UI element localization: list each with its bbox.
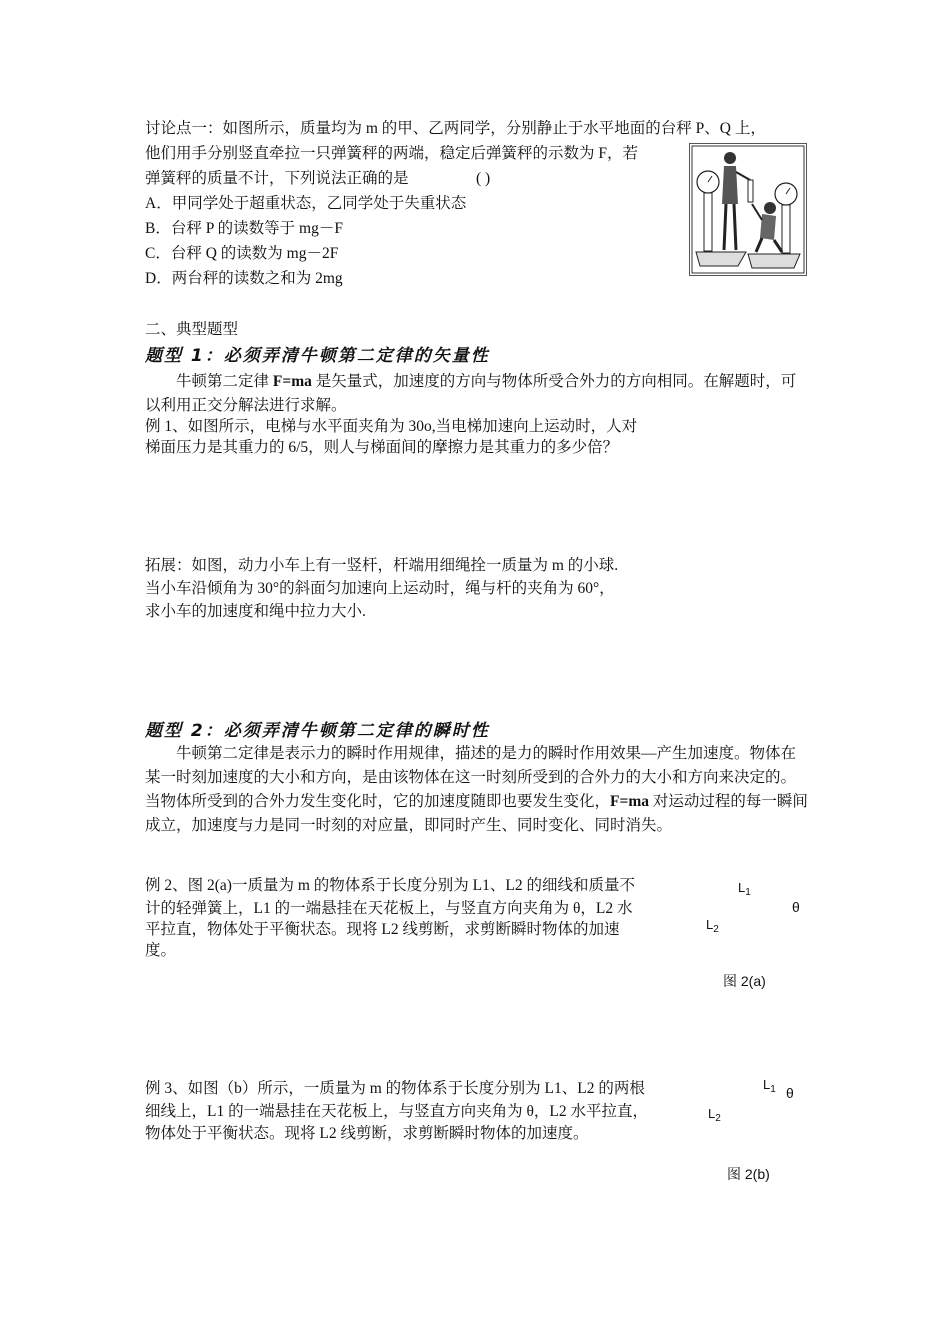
fig2b-label-theta: θ (786, 1085, 794, 1101)
fig2a-l2-sub: 2 (713, 924, 719, 935)
type2-para-pre: 牛顿第二定律是表示力的瞬时作用规律，描述的是力的瞬时作用效果—产生加速度。物体在某一时刻加速度的大小和方向，是由该物体在这一时刻所受到的合外力的大小和方向来决定的。当物体所受到的合外力发生变化时，它的加速度随即也要发生变化， (145, 745, 797, 810)
option-c: C．台秤 Q 的读数为 mg－2F (145, 245, 339, 262)
fig2a-label-theta: θ (792, 899, 800, 915)
fig2b-l2-text: L (708, 1106, 716, 1121)
fig2a-label-l2 (706, 917, 719, 935)
example3-line-3: 物体处于平衡状态。现将 L2 线剪断，求剪断瞬时物体的加速度。 (145, 1125, 589, 1142)
example1-line-1: 例 1、如图所示，电梯与水平面夹角为 30o,当电梯加速向上运动时，人对 (145, 418, 638, 435)
fig2a-caption: 图 2(a) (723, 973, 766, 989)
type2-heading: 题型 2：必须弄清牛顿第二定律的瞬时性 (145, 721, 490, 741)
discussion-line-1: 讨论点一：如图所示，质量均为 m 的甲、乙两同学，分别静止于水平地面的台秤 P、Q 上， (145, 120, 766, 137)
fig2a-label-l1 (738, 880, 751, 898)
type1-para-pre: 牛顿第二定律 (176, 373, 273, 390)
fig2b-label-l1 (763, 1077, 776, 1095)
example2-line-4: 度。 (145, 942, 177, 959)
type2-paragraph (145, 742, 810, 838)
extension-line-3: 求小车的加速度和绳中拉力大小. (145, 603, 366, 620)
example1-line-2: 梯面压力是其重力的 6/5，则人与梯面间的摩擦力是其重力的多少倍？ (145, 439, 619, 456)
type1-para-formula: F=ma (272, 373, 312, 390)
discussion-line-2: 他们用手分别竖直牵拉一只弹簧秤的两端，稳定后弹簧秤的示数为 F，若 (145, 145, 638, 162)
fig2a-l2-text: L (706, 917, 714, 932)
fig2b-l1-sub: 1 (770, 1084, 776, 1095)
answer-paren: ( ) (476, 170, 491, 187)
extension-line-2: 当小车沿倾角为 30°的斜面匀加速向上运动时，绳与杆的夹角为 60°， (145, 580, 615, 597)
type1-heading: 题型 1：必须弄清牛顿第二定律的矢量性 (145, 346, 490, 366)
section-title: 二、典型题型 (145, 321, 239, 338)
option-b: B．台秤 P 的读数等于 mg－F (145, 220, 343, 237)
discussion-line-3: 弹簧秤的质量不计，下列说法正确的是 (145, 170, 409, 187)
example2-line-3: 平拉直，物体处于平衡状态。现将 L2 线剪断，求剪断瞬时物体的加速 (145, 921, 620, 938)
fig2b-label-l2 (708, 1106, 721, 1124)
example2-line-2: 计的轻弹簧上，L1 的一端悬挂在天花板上，与竖直方向夹角为 θ，L2 水 (145, 900, 633, 917)
scales-illustration (689, 143, 807, 276)
type1-paragraph (145, 370, 810, 418)
fig2b-caption: 图 2(b) (727, 1166, 770, 1182)
scales-drawing (690, 144, 806, 275)
type2-para-formula: F=ma (610, 793, 649, 810)
type2-para-post: 对运动过程的每一瞬间成立，加速度与力是同一时刻的对应量，即同时产生、同时变化、同时消失。 (145, 793, 808, 834)
example2-line-1: 例 2、图 2(a)一质量为 m 的物体系于长度分别为 L1、L2 的细线和质量不 (145, 877, 635, 894)
type1-para-post: 是矢量式，加速度的方向与物体所受合外力的方向相同。在解题时，可以利用正交分解法进行求解。 (145, 373, 797, 414)
example3-line-1: 例 3、如图（b）所示，一质量为 m 的物体系于长度分别为 L1、L2 的两根 (145, 1080, 645, 1097)
fig2b-l1-text: L (763, 1077, 771, 1092)
option-d: D．两台秤的读数之和为 2mg (145, 270, 343, 287)
extension-line-1: 拓展：如图，动力小车上有一竖杆，杆端用细绳拴一质量为 m 的小球. (145, 557, 619, 574)
example3-line-2: 细线上，L1 的一端悬挂在天花板上，与竖直方向夹角为 θ，L2 水平拉直， (145, 1103, 648, 1120)
option-a: A．甲同学处于超重状态，乙同学处于失重状态 (145, 195, 467, 212)
fig2a-l1-sub: 1 (745, 887, 751, 898)
fig2b-l2-sub: 2 (715, 1113, 721, 1124)
fig2a-l1-text: L (738, 880, 746, 895)
